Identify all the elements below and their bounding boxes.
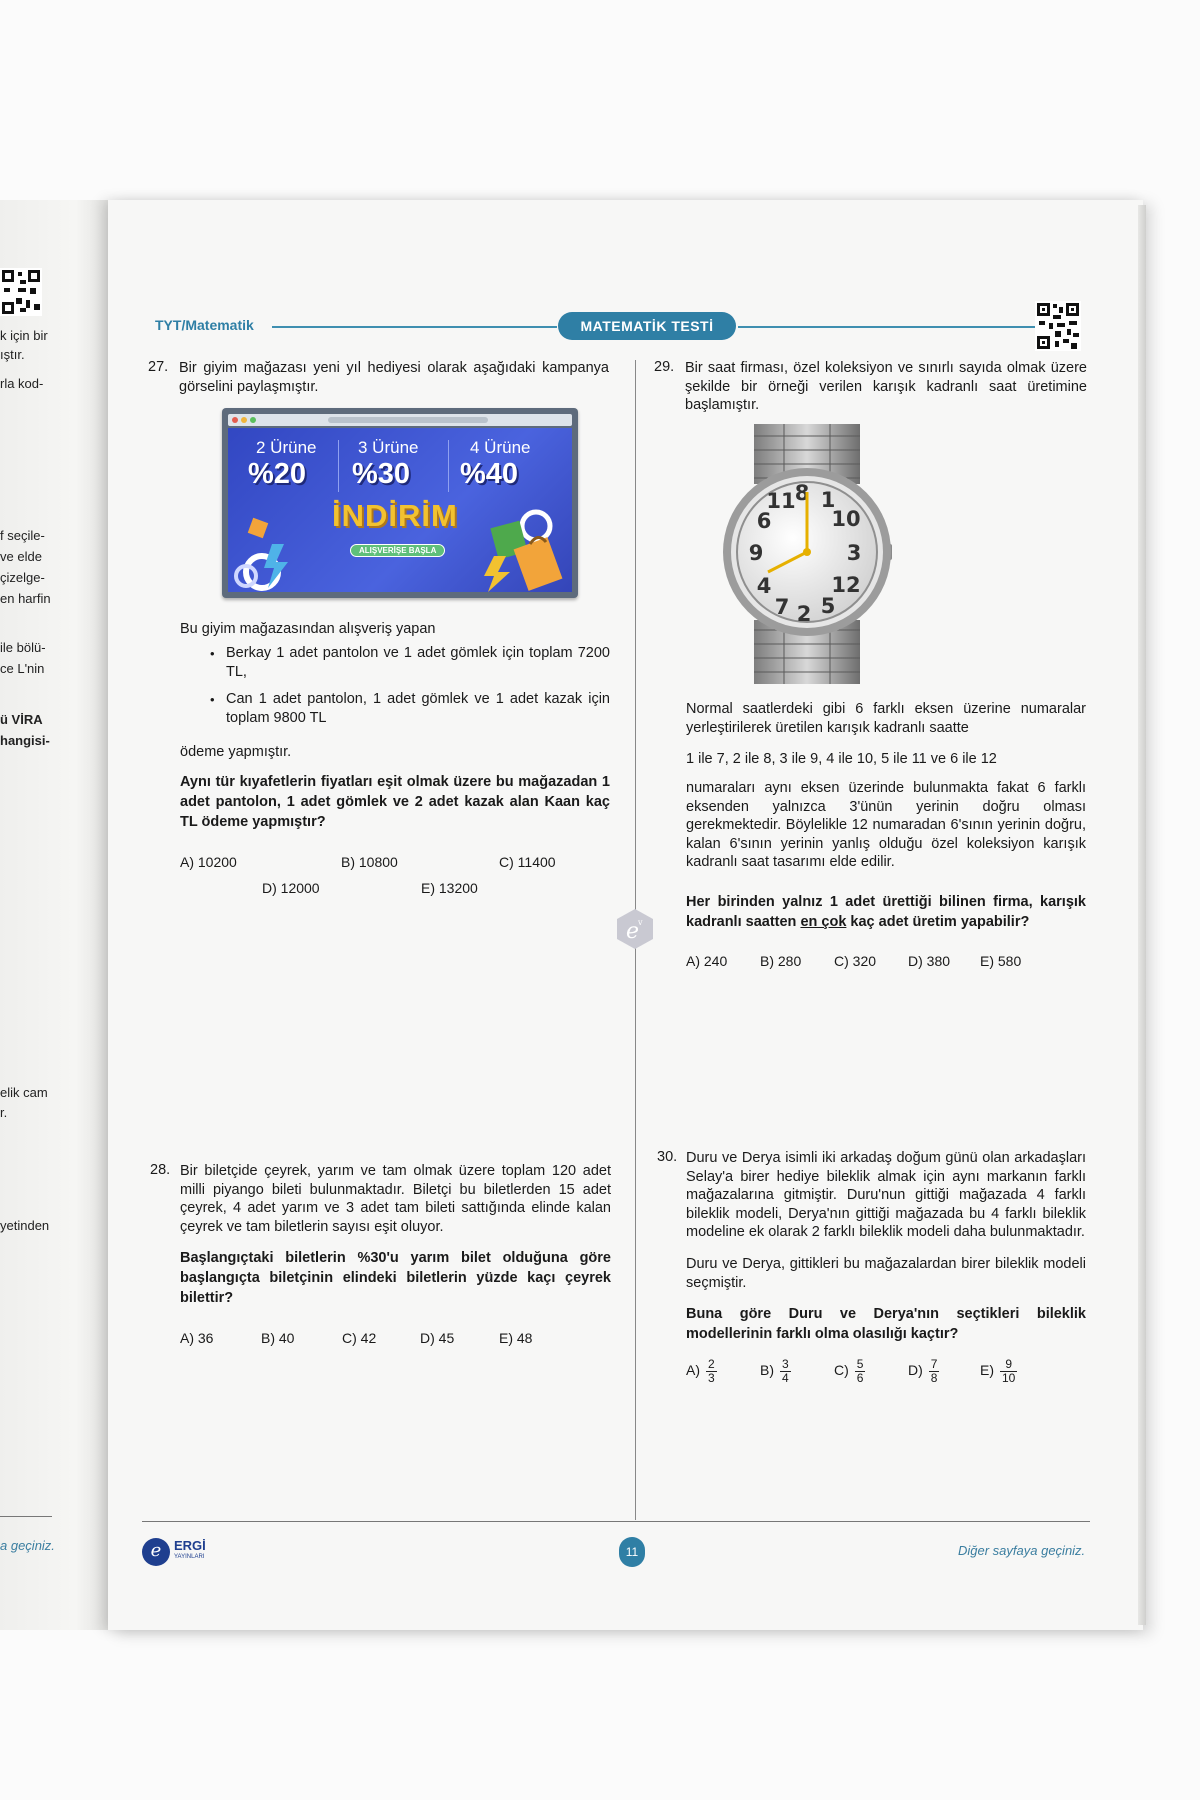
numerator: 7 [930, 1357, 938, 1371]
next-page-note: Diğer sayfaya geçiniz. [958, 1543, 1086, 1558]
q28-text: Bir biletçide çeyrek, yarım ve tam olmak üzere toplam 120 adet milli piyango bileti bulunmaktadır. Biletçi bu biletlerden 15 adet çeyrek, 4 adet yarım ve 3 adet tam bileti sattığında elinde kalan çeyrek ve tam biletlerin sayısı eşit oluyor. [180, 1163, 611, 1235]
left-text-fragment: en harfin [0, 591, 51, 606]
window-dot-icon [232, 417, 238, 423]
answer-option[interactable] [760, 1358, 791, 1385]
publisher-logo-mark: e [142, 1538, 170, 1566]
q29-question-text: kaç adet üretim yapabilir? [850, 914, 1030, 930]
clock-numeral: 9 [748, 541, 764, 565]
option-label: C) [834, 1362, 849, 1379]
publisher-name: ERGİ [174, 1538, 206, 1553]
option-label: A) [686, 1362, 700, 1379]
denominator: 6 [856, 1371, 864, 1385]
banner-item-label: 3 Ürüne [358, 438, 419, 457]
header-line-left [272, 326, 557, 328]
address-bar [328, 417, 488, 423]
q29-paragraph: Normal saatlerdeki gibi 6 farklı eksen üzerine numaralar yerleştirilerek üretilen karışık kadranlı saatte [686, 701, 1086, 736]
gift-decoration-icon [232, 514, 302, 592]
header-line-right [738, 326, 1035, 328]
bullet-icon: • [210, 692, 215, 707]
left-footer-next: a geçiniz. [0, 1538, 55, 1553]
left-text-fragment: rla kod- [0, 376, 44, 391]
subject-label: TYT/Matematik [155, 317, 254, 333]
clock-numeral: 10 [831, 507, 861, 531]
option-label: B) [760, 1362, 774, 1379]
answer-option[interactable]: B) 10800 [341, 854, 398, 870]
answer-option[interactable]: D) 380 [908, 953, 951, 969]
answer-option[interactable]: A) 10200 [180, 854, 237, 870]
option-label: D) [908, 1362, 923, 1379]
left-text-fragment: ce L'nin [0, 661, 45, 676]
answer-option[interactable]: C) 320 [834, 953, 877, 969]
clock-numeral: 12 [831, 573, 861, 597]
banner-divider [338, 440, 339, 492]
left-text-fragment: ıştır. [0, 347, 25, 362]
page-edge [1138, 205, 1146, 1625]
answer-option[interactable] [980, 1358, 1017, 1385]
answer-option[interactable]: C) 42 [342, 1330, 377, 1346]
clock-numeral: 8 [794, 481, 810, 505]
clock-numeral: 3 [846, 541, 862, 565]
q27-lead: Bu giyim mağazasından alışveriş yapan [180, 621, 436, 637]
answer-option[interactable]: E) 13200 [421, 880, 478, 896]
banner-item-value: %30 [352, 458, 411, 490]
svg-text:e: e [626, 919, 640, 944]
left-text-fragment: f seçile- [0, 528, 45, 543]
left-text-fragment: elik cam [0, 1085, 48, 1100]
left-text-fragment: çizelge- [0, 570, 45, 585]
fraction [706, 1358, 717, 1385]
q27-after: ödeme yapmıştır. [180, 744, 292, 760]
campaign-banner [222, 408, 578, 598]
fraction [855, 1358, 866, 1385]
q27-bullet: Can 1 adet pantolon, 1 adet gömlek ve 1 adet kazak için toplam 9800 TL [226, 691, 610, 726]
ev-logo-mark [613, 907, 657, 951]
banner-item-label: 2 Ürüne [256, 438, 317, 457]
left-text-fragment: ile bölü- [0, 640, 46, 655]
answer-option[interactable]: B) 280 [760, 953, 802, 969]
answer-option[interactable]: A) 240 [686, 953, 728, 969]
window-dot-icon [241, 417, 247, 423]
clock-numeral: 5 [820, 594, 836, 618]
answer-option[interactable] [686, 1358, 717, 1385]
answer-option[interactable] [834, 1358, 865, 1385]
q29-question-emphasis: en çok [800, 914, 847, 930]
q29-intro: Bir saat firması, özel koleksiyon ve sınırlı sayıda olmak üzere şekilde bir örneği verilen karışık kadranlı saat üretimine başlamıştır. [685, 360, 1087, 413]
clock-numeral: 7 [774, 595, 790, 619]
banner-item-label: 4 Ürüne [470, 438, 531, 457]
denominator: 4 [782, 1371, 789, 1385]
q27-intro: Bir giyim mağazası yeni yıl hediyesi olarak aşağıdaki kampanya görselini paylaşmıştır. [179, 360, 609, 395]
fraction [1000, 1358, 1017, 1385]
banner-indirim: İNDİRİM [332, 498, 458, 533]
clock-numeral: 2 [796, 602, 812, 626]
numerator: 3 [782, 1357, 789, 1371]
answer-option[interactable]: B) 40 [261, 1330, 295, 1346]
q29-pairs: 1 ile 7, 2 ile 8, 3 ile 9, 4 ile 10, 5 ile 11 ve 6 ile 12 [686, 751, 997, 767]
left-text-fragment: yetinden [0, 1218, 50, 1233]
fraction [780, 1358, 791, 1385]
answer-option[interactable]: D) 45 [420, 1330, 455, 1346]
svg-text:v: v [638, 918, 643, 927]
publisher-subtitle: YAYINLARI [174, 1554, 205, 1560]
q29-paragraph: numaraları aynı eksen üzerinde bulunmakta fakat 6 farklı eksenden yalnızca 3'ünün yerinin doğru olması gerekmektedir. Böylelikle 12 numaradan 6'sının yerinin doğru, kalan 6'sının yerinin yanlış olduğu özel koleksiyon karışık kadranlı saat tasarımı elde edilir. [686, 780, 1086, 870]
left-text-fragment: ve elde [0, 549, 42, 564]
page-number-badge: 11 [619, 1537, 645, 1567]
banner-item-value: %40 [460, 458, 519, 490]
left-page-edge [0, 200, 108, 1630]
clock-numeral: 1 [820, 488, 836, 512]
answer-option[interactable]: C) 11400 [499, 854, 556, 870]
mixed-dial-watch-image [722, 424, 892, 684]
q29-question-text: Her birinden yalnız 1 adet ürettiği bilinen firma, karışık kadranlı saatten [686, 894, 1086, 930]
q27-bullet: Berkay 1 adet pantolon ve 1 adet gömlek için toplam 7200 TL, [226, 645, 610, 680]
answer-option[interactable]: A) 36 [180, 1330, 214, 1346]
clock-numeral: 4 [756, 574, 772, 598]
question-number: 29. [654, 359, 675, 375]
fraction [929, 1358, 940, 1385]
q28-question: Başlangıçtaki biletlerin %30'u yarım bilet olduğuna göre başlangıçta biletçinin elindeki biletlerin yüzde kaçı çeyrek bilettir? [180, 1250, 611, 1306]
banner-shop-button: ALIŞVERİŞE BAŞLA [350, 544, 445, 557]
left-text-fragment: hangisi- [0, 733, 50, 748]
publisher-logo [142, 1536, 232, 1568]
left-text-fragment: r. [0, 1105, 8, 1120]
denominator: 3 [708, 1371, 715, 1385]
question-number: 28. [150, 1162, 171, 1178]
numerator: 9 [1000, 1358, 1017, 1372]
shopping-bags-icon [480, 504, 572, 592]
test-title-badge: MATEMATİK TESTİ [558, 312, 736, 340]
q27-question: Aynı tür kıyafetlerin fiyatları eşit olmak üzere bu mağazadan 1 adet pantolon, 1 adet gömlek ve 2 adet kazak alan Kaan kaç TL ödeme yapmıştır? [180, 774, 610, 830]
window-dot-icon [250, 417, 256, 423]
banner-content [228, 428, 572, 592]
answer-option[interactable]: E) 48 [499, 1330, 533, 1346]
question-number: 27. [148, 359, 169, 375]
left-qr-code [0, 268, 42, 316]
footer-line [142, 1521, 1090, 1522]
q30-question: Buna göre Duru ve Derya'nın seçtikleri bileklik modellerinin farklı olma olasılığı kaçtır? [686, 1306, 1086, 1342]
numerator: 2 [708, 1357, 715, 1371]
left-text-fragment: ü VİRA [0, 712, 43, 727]
denominator: 10 [1002, 1371, 1016, 1385]
answer-option[interactable] [908, 1358, 939, 1385]
clock-numeral: 11 [766, 489, 796, 513]
qr-code [1035, 301, 1081, 351]
denominator: 8 [930, 1371, 938, 1385]
numerator: 5 [856, 1357, 864, 1371]
banner-item-value: %20 [248, 458, 307, 490]
question-number: 30. [657, 1149, 678, 1165]
left-text-fragment: k için bir [0, 328, 48, 343]
answer-option[interactable]: E) 580 [980, 953, 1022, 969]
banner-divider [448, 440, 449, 492]
left-footer-line [0, 1516, 52, 1517]
option-label: E) [980, 1362, 994, 1379]
clock-numeral: 6 [756, 509, 772, 533]
answer-option[interactable]: D) 12000 [262, 880, 320, 896]
browser-bar [228, 414, 572, 426]
q29-question [686, 892, 1086, 932]
bullet-icon: • [210, 646, 215, 661]
q30-paragraph: Duru ve Derya, gittikleri bu mağazalardan birer bileklik modeli seçmiştir. [686, 1256, 1086, 1291]
q30-paragraph: Duru ve Derya isimli iki arkadaş doğum günü olan arkadaşları Selay'a birer hediye bileklik almak için aynı markanın farklı mağazalarına gitmiştir. Duru'nun gittiği mağazada 4 farklı bileklik modeli, Derya'nın gittiği mağazada bu 4 farklı bileklik modeline ek olarak 2 farklı bileklik modeli daha bulunmaktadır. [686, 1150, 1086, 1240]
